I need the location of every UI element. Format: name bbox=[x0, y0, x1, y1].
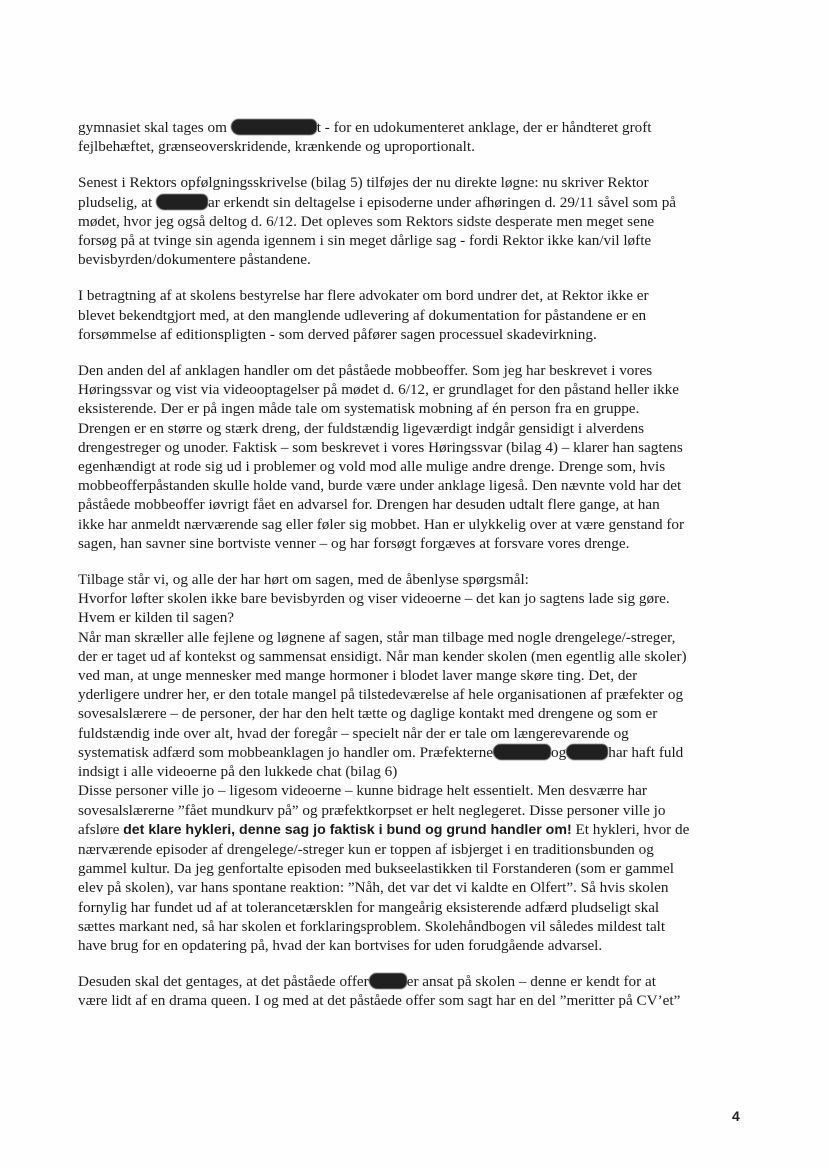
text-line: yderligere undrer her, er den totale mangel på tilstedeværelse af hele organisationen af præfekter og bbox=[78, 686, 684, 704]
text-line: fornylig har fundet ud af at tolerancetærsklen for mangeårig eksisterende adfærd pludseligt skal bbox=[78, 898, 660, 916]
text-line: Disse personer ville jo – ligesom videoerne – kunne bidrage helt essentielt. Men desværre har bbox=[78, 782, 647, 800]
paragraph-2 bbox=[78, 173, 748, 269]
text-segment: t - for en udokumenteret anklage, der er håndteret groft bbox=[316, 119, 652, 136]
text-line: drengestreger og unoder. Faktisk – som beskrevet i vores Høringssvar (bilag 4) – klarer han sagtens bbox=[78, 438, 683, 456]
text-line: fejlbehæftet, grænseoverskridende, krænkende og uproportionalt. bbox=[78, 138, 475, 156]
paragraph-3 bbox=[78, 286, 748, 344]
text-segment: har haft fuld bbox=[608, 743, 684, 761]
text-segment: Et hykleri, hvor de bbox=[571, 820, 690, 838]
text-segment: er ansat på skolen – denne er kendt for at bbox=[406, 973, 656, 991]
text-segment: systematisk adfærd som mobbeanklagen jo handler om. Præfekterne bbox=[78, 743, 494, 761]
text-line: Høringssvar og vist via videooptagelser på mødet d. 6/12, er grundlaget for den påstand heller ikke bbox=[78, 381, 680, 399]
paragraph-5 bbox=[78, 570, 748, 955]
paragraph-4 bbox=[78, 361, 748, 553]
paragraph-1 bbox=[78, 118, 748, 156]
text-line: Hvorfor løfter skolen ikke bare bevisbyrden og viser videoerne – det kan jo sagtens lade sig gøre. bbox=[78, 590, 670, 608]
text-line bbox=[78, 972, 748, 991]
paragraph-6 bbox=[78, 972, 748, 1010]
text-line: forsømmelse af editionspligten - som derved påfører sagen processuel skadevirkning. bbox=[78, 325, 597, 343]
redaction-mark bbox=[493, 744, 551, 760]
text-line: mobbeofferpåstanden skulle holde vand, burde være under anklage ligeså. Den nævnte vold har det bbox=[78, 477, 682, 495]
text-segment: pludselig, at bbox=[78, 193, 157, 211]
text-line: elev på skolen), var hans spontane reaktion: ”Nåh, det var det vi kaldte en Olfert”. Så hvis skolen bbox=[78, 879, 669, 897]
text-line: Tilbage står vi, og alle der har hørt om sagen, med de åbenlyse spørgsmål: bbox=[78, 571, 529, 589]
text-line: Drengen er en større og stærk dreng, der fuldstændig ligeværdigt indgår gensidigt i alverdens bbox=[78, 419, 645, 437]
text-line bbox=[78, 743, 748, 762]
text-segment: og bbox=[551, 743, 567, 761]
text-line: mødet, hvor jeg også deltog d. 6/12. Det opleves som Rektors sidste desperate men meget sene bbox=[78, 212, 655, 230]
text-segment: gymnasiet skal tages om bbox=[78, 119, 231, 136]
text-line: sættes markant ned, så har skolen et forklaringsproblem. Skolehåndbogen vil således mildest talt bbox=[78, 917, 666, 935]
text-line: egenhændigt at rode sig ud i problemer og vold mod alle mulige andre drenge. Drenge som, hvis bbox=[78, 458, 666, 476]
text-segment: Desuden skal det gentages, at det påståede offer bbox=[78, 973, 369, 991]
text-line: være lidt af en drama queen. I og med at det påståede offer som sagt har en del ”meritter på CV’et” bbox=[78, 992, 681, 1010]
text-line: bevisbyrden/dokumentere påstandene. bbox=[78, 251, 311, 269]
bold-emphasis: det klare hykleri, denne sag jo faktisk i bund og grund handler om! bbox=[123, 821, 572, 838]
text-line: sagen, han savner sine bortviste venner – og har forsøgt forgæves at forsvare vores drenge. bbox=[78, 534, 630, 552]
text-line: indsigt i alle videoerne på den lukkede chat (bilag 6) bbox=[78, 763, 398, 781]
text-segment: afsløre bbox=[78, 820, 124, 838]
text-line: Hvem er kilden til sagen? bbox=[78, 609, 235, 627]
text-line: blevet bekendtgjort med, at den manglende udlevering af dokumentation for påstandene er en bbox=[78, 306, 647, 324]
text-line bbox=[78, 193, 748, 212]
redaction-mark bbox=[231, 119, 317, 135]
text-segment: ar erkendt sin deltagelse i episoderne under afhøringen d. 29/11 såvel som på bbox=[208, 193, 677, 211]
text-line bbox=[78, 118, 748, 137]
text-line: fuldstændig inde over alt, hvad der foregår – specielt når der er tale om længerevarende og bbox=[78, 724, 629, 742]
text-line: der er taget ud af kontekst og sammensat ensidigt. Når man kender skolen (men egentlig alle skoler) bbox=[78, 647, 687, 665]
page-number: 4 bbox=[732, 1108, 740, 1124]
text-line: ved man, at unge mennesker med mange hormoner i blodet laver mange skøre ting. Det, der bbox=[78, 667, 638, 685]
text-line: Senest i Rektors opfølgningsskrivelse (bilag 5) tilføjes der nu direkte løgne: nu skriver Rektor bbox=[78, 174, 649, 192]
text-line: ikke har anmeldt nærværende sag eller føler sig mobbet. Han er ulykkelig over at være genstand for bbox=[78, 515, 685, 533]
redaction-mark bbox=[156, 194, 208, 210]
text-line bbox=[78, 820, 748, 840]
document-body bbox=[78, 118, 748, 1011]
redaction-mark bbox=[566, 744, 608, 760]
text-line: sovesalslærerne ”fået mundkurv på” og præfektkorpset er helt neglegeret. Disse personer ville jo bbox=[78, 801, 666, 819]
text-line: have brug for en opdatering på, hvad der kan bortvises for uden forudgående advarsel. bbox=[78, 936, 603, 954]
text-line: påståede mobbeoffer iøvrigt fået en advarsel for. Drengen har desuden udtalt flere gange, at han bbox=[78, 496, 660, 514]
text-line: gammel kultur. Da jeg genfortalte episoden med bukseelastikken til Forstanderen (som er gammel bbox=[78, 860, 674, 878]
text-line: I betragtning af at skolens bestyrelse har flere advokater om bord undrer det, at Rektor ikke er bbox=[78, 287, 649, 305]
text-line: sovesalslærere – de personer, der har den helt tætte og daglige kontakt med drengene og som er bbox=[78, 705, 658, 723]
text-line: eksisterende. Der er på ingen måde tale om systematisk mobning af én person fra en gruppe. bbox=[78, 400, 640, 418]
text-line: Når man skræller alle fejlene og løgnene af sagen, står man tilbage med nogle drengelege/-streger, bbox=[78, 628, 676, 646]
text-line: Den anden del af anklagen handler om det påståede mobbeoffer. Som jeg har beskrevet i vores bbox=[78, 362, 653, 380]
text-line: forsøg på at tvinge sin agenda igennem i sin meget dårlige sag - fordi Rektor ikke kan/vil løfte bbox=[78, 232, 652, 250]
text-line: nærværende episoder af drengelege/-streger kun er toppen af isbjerget i en traditionsbunden og bbox=[78, 840, 654, 858]
redaction-mark bbox=[369, 973, 407, 989]
